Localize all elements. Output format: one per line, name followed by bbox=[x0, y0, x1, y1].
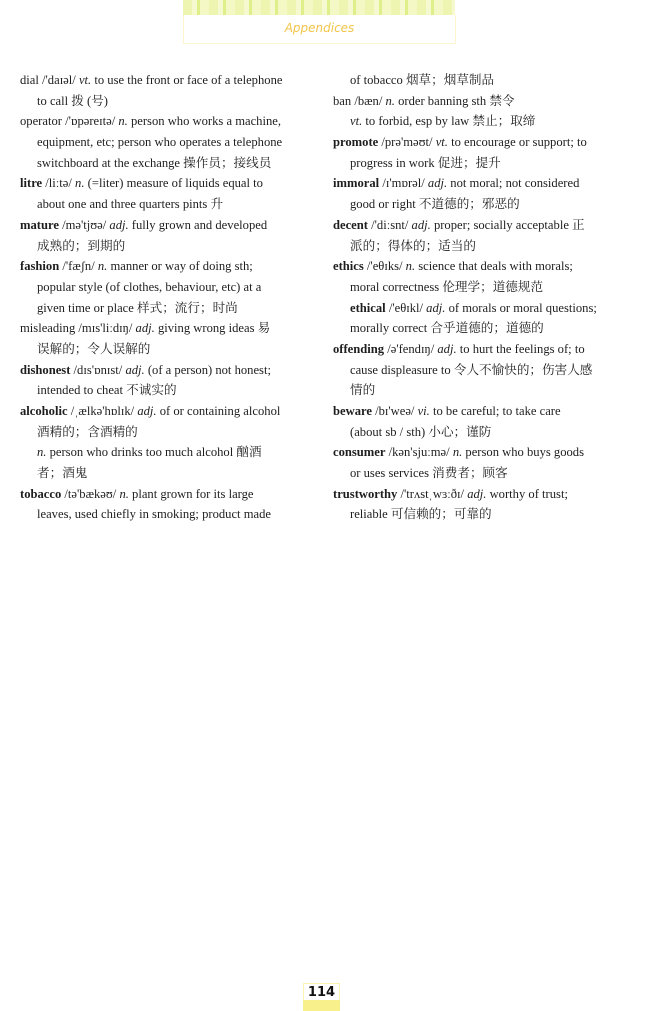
glossary-line bbox=[20, 91, 320, 112]
glossary-line bbox=[20, 360, 320, 381]
definition-text: progress in work 促进；提升 bbox=[350, 155, 501, 170]
glossary-line bbox=[20, 504, 320, 525]
definition-text: order banning sth 禁令 bbox=[394, 93, 515, 108]
definition-text: /'trʌstˌwɜːðɪ/ bbox=[397, 486, 468, 501]
glossary-line bbox=[333, 401, 633, 422]
part-of-speech: n. bbox=[118, 114, 128, 129]
part-of-speech: adj. bbox=[135, 321, 155, 336]
glossary-line bbox=[20, 153, 320, 174]
definition-text: person who works a machine, bbox=[127, 114, 282, 129]
glossary-line bbox=[333, 463, 633, 484]
glossary-line bbox=[333, 298, 633, 319]
glossary-line bbox=[20, 484, 320, 505]
glossary-line bbox=[20, 256, 320, 277]
definition-text: moral correctness 伦理学；道德规范 bbox=[350, 279, 544, 294]
definition-text: about one and three quarters pints 升 bbox=[37, 197, 224, 212]
glossary-line bbox=[20, 422, 320, 443]
glossary-line bbox=[333, 111, 633, 132]
part-of-speech: n. bbox=[119, 486, 129, 501]
part-of-speech: adj. bbox=[467, 486, 487, 501]
definition-text: ban /bæn/ bbox=[333, 93, 386, 108]
glossary-line bbox=[20, 132, 320, 153]
headword: decent bbox=[333, 217, 368, 232]
page-number: 114 bbox=[303, 983, 340, 1000]
headword: immoral bbox=[333, 176, 380, 191]
glossary-line bbox=[20, 463, 320, 484]
part-of-speech: n. bbox=[37, 445, 47, 460]
definition-text: proper; socially acceptable 正 bbox=[430, 217, 585, 232]
headword: promote bbox=[333, 135, 379, 150]
part-of-speech: adj. bbox=[411, 217, 431, 232]
page-number-decoration bbox=[303, 1000, 340, 1011]
definition-text: science that deals with morals; bbox=[415, 259, 573, 274]
headword: beware bbox=[333, 404, 372, 418]
part-of-speech: n. bbox=[385, 93, 395, 108]
part-of-speech: n. bbox=[405, 259, 416, 274]
glossary-line bbox=[20, 277, 320, 298]
definition-text: plant grown for its large bbox=[128, 486, 254, 501]
glossary-line bbox=[333, 153, 633, 174]
definition-text: good or right 不道德的；邪恶的 bbox=[350, 197, 520, 212]
definition-text: leaves, used chiefly in smoking; product made bbox=[37, 507, 271, 522]
glossary-line bbox=[333, 360, 633, 381]
definition-text: dial /'daɪəl/ bbox=[20, 73, 79, 87]
part-of-speech: n. bbox=[97, 259, 108, 274]
definition-text: to encourage or support; to bbox=[447, 135, 587, 150]
definition-text: equipment, etc; person who operates a telephone bbox=[37, 135, 283, 150]
definition-text: person who drinks too much alcohol 酗酒 bbox=[46, 445, 262, 460]
part-of-speech: adj. bbox=[426, 300, 446, 315]
glossary-line bbox=[333, 504, 633, 525]
definition-text: 成熟的；到期的 bbox=[37, 238, 126, 253]
part-of-speech: vt. bbox=[78, 73, 92, 87]
glossary-line bbox=[20, 173, 320, 194]
definition-text: popular style (of clothes, behaviour, etc) at a bbox=[37, 279, 262, 294]
glossary-line bbox=[20, 70, 320, 91]
headword: offending bbox=[333, 341, 385, 356]
definition-text: /ɪ'mɒrəl/ bbox=[379, 176, 428, 191]
definition-text: /tə'bækəʊ/ bbox=[61, 486, 120, 501]
definition-text: 酒精的；含酒精的 bbox=[37, 424, 138, 439]
part-of-speech: adj. bbox=[437, 341, 457, 356]
part-of-speech: adj. bbox=[137, 404, 157, 418]
definition-text: worthy of trust; bbox=[486, 486, 568, 501]
definition-text: to call 拨 (号) bbox=[37, 93, 108, 108]
part-of-speech: n. bbox=[452, 445, 463, 460]
definition-text: to forbid, esp by law 禁止；取缔 bbox=[362, 114, 536, 129]
headword: alcoholic bbox=[20, 404, 68, 418]
definition-text: of or containing alcohol bbox=[156, 404, 281, 418]
definition-text: to use the front or face of a telephone bbox=[91, 73, 283, 87]
definition-text: 情的 bbox=[350, 383, 376, 398]
glossary-line bbox=[333, 256, 633, 277]
definition-text: or uses services 消费者；顾客 bbox=[350, 466, 508, 481]
definition-text: 误解的；令人误解的 bbox=[37, 341, 151, 356]
definition-text: to be careful; to take care bbox=[429, 404, 561, 418]
definition-text: /bɪ'weə/ bbox=[371, 404, 418, 418]
part-of-speech: adj. bbox=[109, 217, 129, 232]
section-title: Appendices bbox=[284, 21, 355, 35]
definition-text: (about sb / sth) 小心；谨防 bbox=[350, 424, 492, 439]
glossary-line bbox=[333, 215, 633, 236]
glossary-line bbox=[20, 236, 320, 257]
headword: consumer bbox=[333, 445, 386, 460]
glossary-line bbox=[333, 442, 633, 463]
glossary-line bbox=[20, 318, 320, 339]
glossary-line bbox=[333, 277, 633, 298]
glossary-line bbox=[333, 318, 633, 339]
definition-text: /'diːsnt/ bbox=[367, 217, 412, 232]
definition-text: giving wrong ideas 易 bbox=[154, 321, 271, 336]
glossary-line bbox=[20, 401, 320, 422]
definition-text: 者；酒鬼 bbox=[37, 466, 88, 481]
headword: dishonest bbox=[20, 362, 71, 377]
headword: ethics bbox=[333, 259, 364, 274]
definition-text: misleading /mɪs'liːdɪŋ/ bbox=[20, 321, 136, 336]
glossary-line bbox=[333, 132, 633, 153]
definition-text: /'eθɪkl/ bbox=[385, 300, 427, 315]
glossary-line bbox=[333, 339, 633, 360]
definition-text: intended to cheat 不诚实的 bbox=[37, 383, 177, 398]
definition-text: (=liter) measure of liquids equal to bbox=[84, 176, 263, 191]
part-of-speech: vt. bbox=[350, 114, 363, 129]
glossary-column-right bbox=[333, 70, 633, 525]
headword: trustworthy bbox=[333, 486, 398, 501]
definition-text: /kən'sjuːmə/ bbox=[385, 445, 453, 460]
definition-text: of tobacco 烟草；烟草制品 bbox=[350, 73, 495, 87]
glossary-line bbox=[333, 194, 633, 215]
definition-text: /prə'məʊt/ bbox=[378, 135, 436, 150]
part-of-speech: n. bbox=[75, 176, 85, 191]
part-of-speech: vt. bbox=[435, 135, 448, 150]
glossary-line bbox=[333, 422, 633, 443]
definition-text: switchboard at the exchange 操作员；接线员 bbox=[37, 155, 272, 170]
definition-text: /ˌælkə'hɒlɪk/ bbox=[67, 404, 138, 418]
headword: mature bbox=[20, 217, 59, 232]
definition-text: 派的；得体的；适当的 bbox=[350, 238, 476, 253]
glossary-line bbox=[333, 70, 633, 91]
definition-text: given time or place 样式；流行；时尚 bbox=[37, 300, 238, 315]
definition-text: /'eθɪks/ bbox=[363, 259, 406, 274]
glossary-line bbox=[20, 194, 320, 215]
glossary-line bbox=[20, 442, 320, 463]
definition-text: /mə'tjʊə/ bbox=[58, 217, 110, 232]
part-of-speech: vi. bbox=[417, 404, 430, 418]
glossary-column-left bbox=[20, 70, 320, 525]
definition-text: cause displeasure to 令人不愉快的；伤害人感 bbox=[350, 362, 593, 377]
header-decoration bbox=[183, 0, 455, 15]
headword: ethical bbox=[350, 300, 386, 315]
page-number-box bbox=[303, 983, 340, 1011]
definition-text: person who buys goods bbox=[462, 445, 585, 460]
glossary-line bbox=[333, 484, 633, 505]
definition-text: reliable 可信赖的；可靠的 bbox=[350, 507, 492, 522]
definition-text: /'fæʃn/ bbox=[59, 259, 98, 274]
glossary-line bbox=[333, 380, 633, 401]
glossary-line bbox=[20, 339, 320, 360]
glossary-line bbox=[333, 236, 633, 257]
glossary-line bbox=[20, 215, 320, 236]
definition-text: /liːtə/ bbox=[42, 176, 76, 191]
definition-text: /ə'fendɪŋ/ bbox=[384, 341, 438, 356]
headword: tobacco bbox=[20, 486, 62, 501]
definition-text: fully grown and developed bbox=[128, 217, 268, 232]
definition-text: not moral; not considered bbox=[447, 176, 580, 191]
definition-text: of morals or moral questions; bbox=[445, 300, 597, 315]
glossary-line bbox=[20, 380, 320, 401]
definition-text: manner or way of doing sth; bbox=[107, 259, 253, 274]
definition-text: /dɪs'ɒnɪst/ bbox=[70, 362, 126, 377]
glossary-line bbox=[20, 111, 320, 132]
definition-text: morally correct 合乎道德的；道德的 bbox=[350, 321, 544, 336]
part-of-speech: adj. bbox=[427, 176, 448, 191]
definition-text: to hurt the feelings of; to bbox=[456, 341, 585, 356]
glossary-line bbox=[20, 298, 320, 319]
headword: fashion bbox=[20, 259, 60, 274]
glossary-line bbox=[333, 91, 633, 112]
definition-text: (of a person) not honest; bbox=[144, 362, 271, 377]
definition-text: operator /'ɒpəreɪtə/ bbox=[20, 114, 119, 129]
running-header bbox=[183, 15, 456, 44]
headword: litre bbox=[20, 176, 43, 191]
part-of-speech: adj. bbox=[125, 362, 145, 377]
glossary-line bbox=[333, 173, 633, 194]
